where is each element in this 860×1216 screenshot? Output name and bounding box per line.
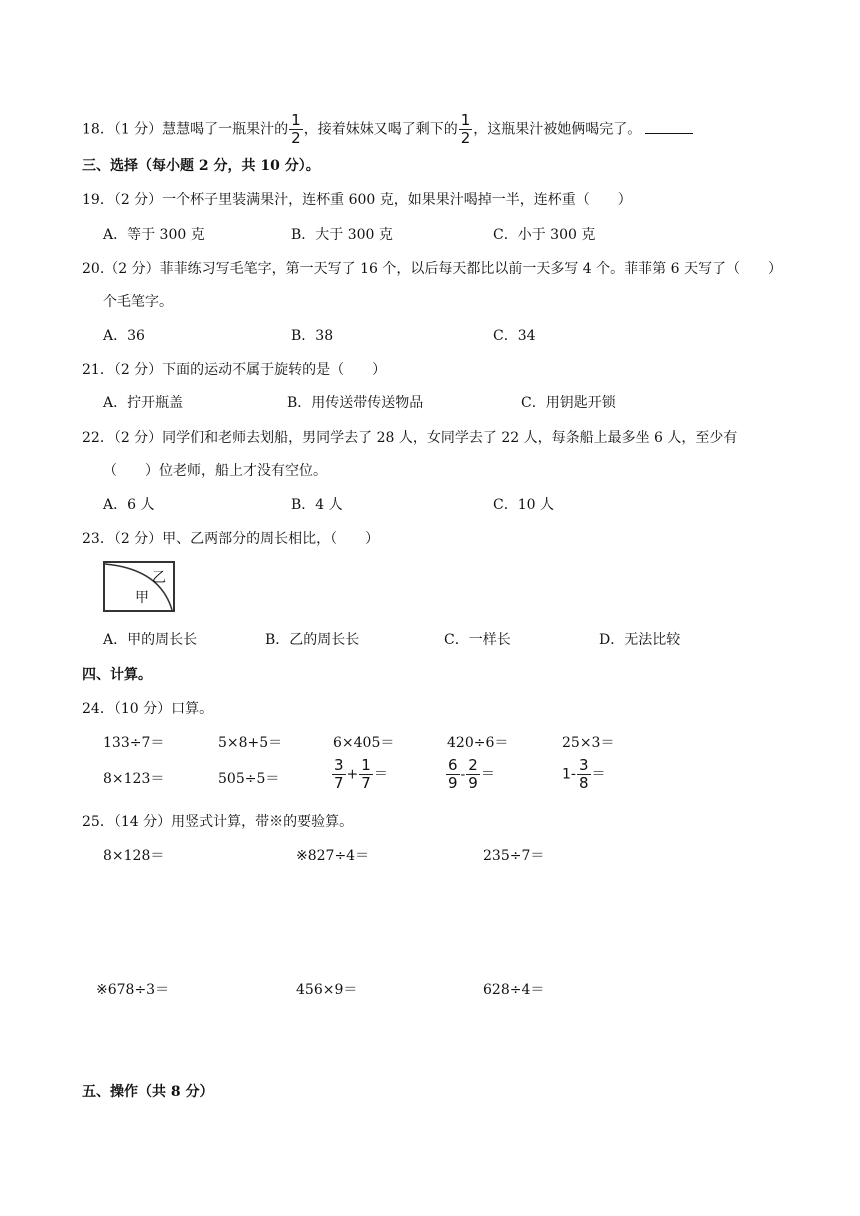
q19-option-c[interactable]: C．小于 300 克	[493, 227, 596, 243]
operator: -	[460, 766, 466, 783]
equals: ＝	[373, 766, 388, 783]
calc-item: 8×123＝	[103, 771, 165, 787]
q21-option-a[interactable]: A．拧开瓶盖	[103, 395, 184, 411]
question-25-stem: 25．（14 分）用竖式计算，带※的要验算。	[82, 814, 354, 830]
question-22-stem-cont: （ ）位老师，船上才没有空位。	[103, 463, 327, 479]
q23-option-d[interactable]: D．无法比较	[599, 632, 681, 648]
question-18	[82, 113, 693, 146]
q23-option-c[interactable]: C．一样长	[444, 632, 511, 648]
q22-option-c[interactable]: C．10 人	[493, 497, 554, 513]
calc-item: 505÷5＝	[218, 771, 280, 787]
calc-item-fraction-sum	[331, 758, 388, 791]
q19-option-a[interactable]: A．等于 300 克	[103, 227, 205, 243]
equals: ＝	[591, 766, 606, 783]
fraction: $\frac{3}{7}$	[334, 756, 344, 792]
fraction-one-half: $\frac{1}{2}$	[291, 111, 301, 147]
q20-option-c[interactable]: C．34	[493, 328, 536, 344]
label-yi: 乙	[152, 570, 166, 586]
vertical-calc-item: 628÷4＝	[483, 982, 545, 998]
q22-option-a[interactable]: A．6 人	[103, 497, 155, 513]
vertical-calc-item: ※678÷3＝	[96, 982, 170, 998]
calc-item-one-minus	[562, 758, 606, 791]
equals: ＝	[480, 766, 495, 783]
q20-option-a[interactable]: A．36	[103, 328, 145, 344]
calc-item-fraction-diff	[445, 758, 495, 791]
question-21-stem: 21．（2 分）下面的运动不属于旋转的是（ ）	[82, 362, 387, 378]
q23-option-b[interactable]: B．乙的周长长	[265, 632, 360, 648]
question-23-stem: 23．（2 分）甲、乙两部分的周长相比，（ ）	[82, 531, 380, 547]
perimeter-figure	[103, 561, 175, 612]
question-20-stem-cont: 个毛笔字。	[103, 294, 173, 310]
question-19-stem: 19．（2 分）一个杯子里装满果汁，连杯重 600 克，如果果汁喝掉一半，连杯重（ ）	[82, 192, 632, 208]
fraction: $\frac{2}{9}$	[468, 756, 478, 792]
question-22-stem: 22．（2 分）同学们和老师去划船，男同学去了 28 人，女同学去了 22 人，每条船上最多坐 6 人，至少有	[82, 430, 738, 446]
answer-blank[interactable]	[645, 119, 693, 134]
section-5-title: 五、操作（共 8 分）	[82, 1084, 214, 1100]
operator: +	[346, 766, 359, 783]
fraction: $\frac{1}{7}$	[361, 756, 371, 792]
q21-option-c[interactable]: C．用钥匙开锁	[521, 395, 616, 411]
section-3-title: 三、选择（每小题 2 分，共 10 分）。	[82, 158, 320, 174]
q18-text-c: ，这瓶果汁被她俩喝完了。	[473, 121, 642, 138]
q18-text-b: ，接着妹妹又喝了剩下的	[303, 121, 458, 138]
calc-item: 5×8+5＝	[218, 735, 283, 751]
vertical-calc-item: ※827÷4＝	[296, 848, 370, 864]
q23-option-a[interactable]: A．甲的周长长	[103, 632, 198, 648]
vertical-calc-item: 456×9＝	[296, 982, 358, 998]
vertical-calc-item: 235÷7＝	[483, 848, 545, 864]
calc-item: 420÷6＝	[447, 735, 509, 751]
lead: 1-	[562, 766, 576, 783]
fraction-one-half: $\frac{1}{2}$	[460, 111, 471, 147]
q21-option-b[interactable]: B．用传送带传送物品	[287, 395, 424, 411]
fraction: $\frac{6}{9}$	[448, 756, 458, 792]
question-24-stem: 24．（10 分）口算。	[82, 701, 214, 717]
calc-item: 133÷7＝	[103, 735, 165, 751]
label-jia: 甲	[135, 590, 149, 606]
section-4-title: 四、计算。	[82, 667, 152, 683]
question-20-stem: 20.（2 分）菲菲练习写毛笔字，第一天写了 16 个，以后每天都比以前一天多写 4 个。菲菲第 6 天写了（ ）	[82, 261, 782, 277]
q19-option-b[interactable]: B．大于 300 克	[291, 227, 393, 243]
q20-option-b[interactable]: B．38	[291, 328, 334, 344]
vertical-calc-item: 8×128＝	[103, 848, 165, 864]
q18-text-a: 18．（1 分）慧慧喝了一瓶果汁的	[82, 121, 289, 138]
q22-option-b[interactable]: B．4 人	[291, 497, 343, 513]
calc-item: 6×405＝	[333, 735, 395, 751]
fraction: $\frac{3}{8}$	[578, 756, 589, 792]
calc-item: 25×3＝	[562, 735, 615, 751]
